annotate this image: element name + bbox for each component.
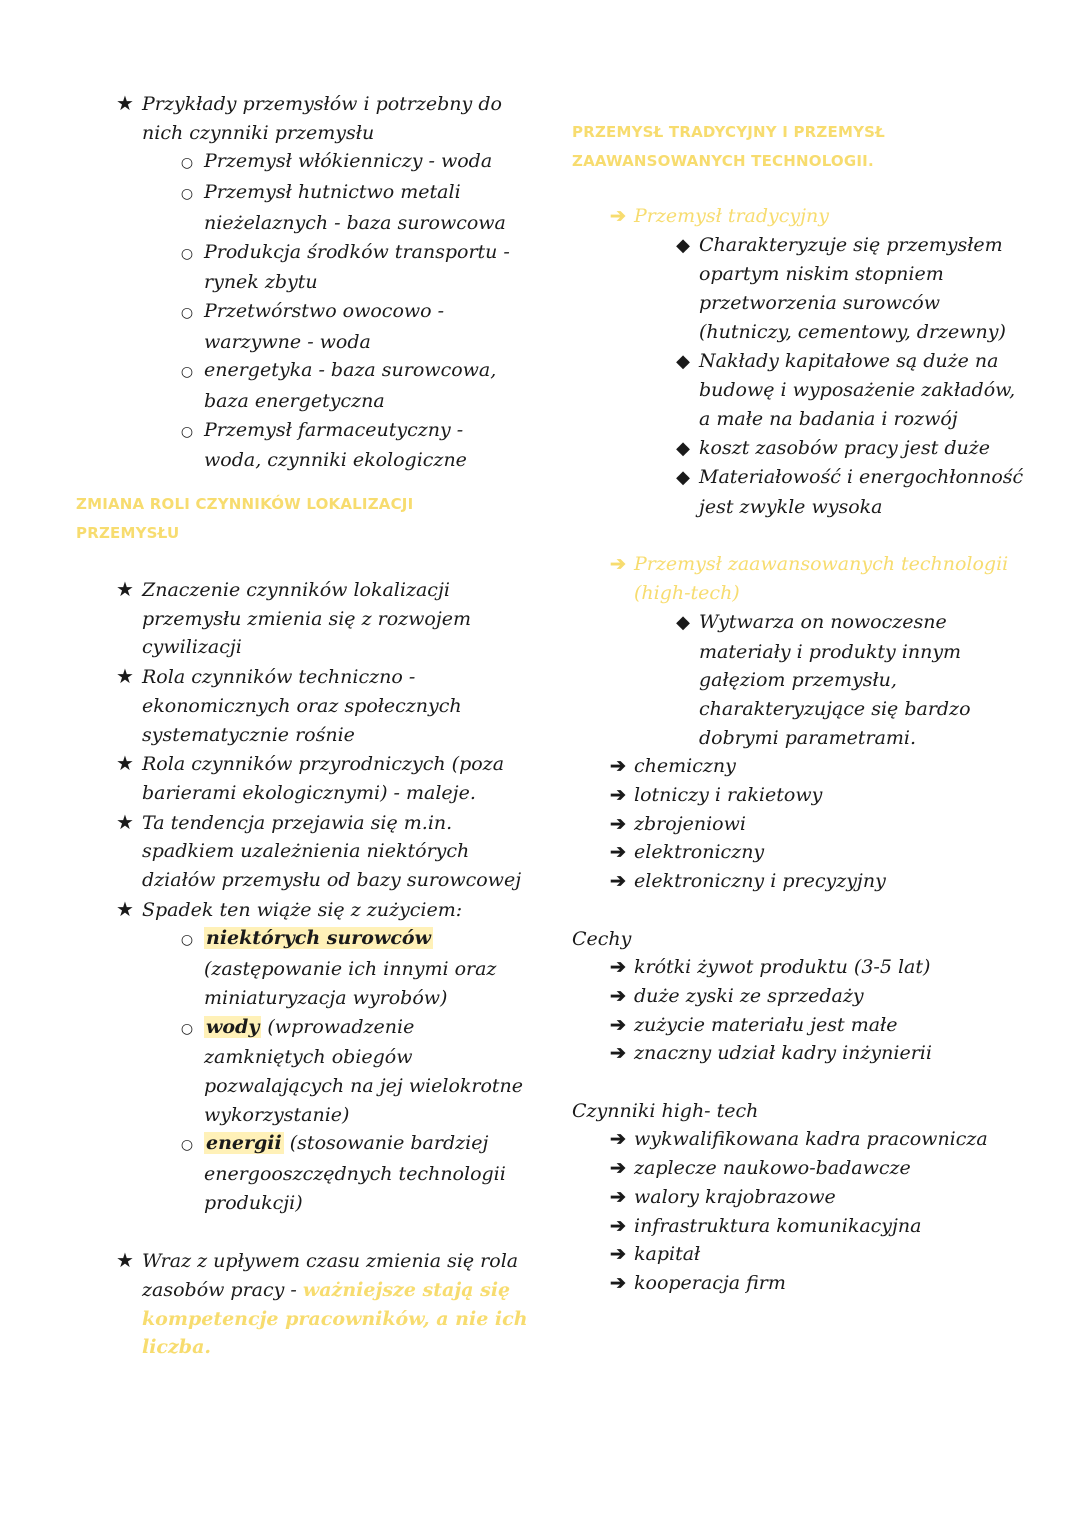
arrow-bullet-icon: ➔ (610, 1271, 626, 1294)
point: ★ Rola czynników techniczno - (108, 662, 528, 692)
arrow-bullet-icon: ➔ (610, 1214, 626, 1237)
subsection-label: ➔ Przemysł zaawansowanych technologii (572, 550, 1032, 579)
star-bullet-icon: ★ (116, 809, 134, 834)
intro-item-cont: rynek zbytu (204, 271, 318, 294)
star-bullet-icon: ★ (116, 577, 134, 601)
arrow-bullet-icon: ➔ (610, 784, 626, 807)
intro-item: ○ Produkcja środków transportu - (108, 238, 528, 269)
diamond-bullet-icon: ◆ (676, 234, 690, 256)
star-bullet-icon: ★ (116, 91, 134, 115)
star-bullet-icon: ★ (116, 896, 134, 921)
arrow-bullet-icon: ➔ (610, 956, 626, 979)
point-cont: kompetencje pracowników, a nie ich (142, 1307, 528, 1330)
star-bullet-icon: ★ (116, 751, 134, 776)
ht-list-item: ➔ elektroniczny (572, 838, 1032, 867)
trad-item: ◆ Materiałowość i energochłonność (572, 463, 1032, 493)
ht-item: ◆ Wytwarza on nowoczesne (572, 608, 1032, 638)
circle-bullet-icon: ○ (180, 423, 194, 440)
ht-item-cont: charakteryzujące się bardzo (699, 697, 971, 720)
intro-item-cont: woda, czynniki ekologiczne (204, 449, 467, 472)
czynniki-label: Czynniki high- tech (572, 1099, 759, 1122)
ht-item-cont: dobrymi parametrami. (699, 726, 917, 749)
intro-point: ★ Przykłady przemysłów i potrzebny do (108, 89, 528, 119)
point: ★ Spadek ten wiąże się z zużyciem: (108, 895, 528, 925)
highlight-text: niektórych surowców (206, 927, 431, 950)
sub-item-cont: pozwalających na jej wielokrotne (204, 1074, 524, 1097)
intro-item: ○ Przemysł hutnictwo metali (108, 178, 528, 209)
heading-line: ZAAWANSOWANYCH TECHNOLOGII. (572, 151, 874, 170)
sub-item-cont: wykorzystanie) (204, 1103, 350, 1126)
czynniki-item: ➔ zaplecze naukowo-badawcze (572, 1154, 1032, 1183)
highlight-text: wody (206, 1015, 260, 1038)
point-cont: działów przemysłu od bazy surowcowej (142, 869, 522, 892)
trad-item: ◆ Charakteryzuje się przemysłem (572, 231, 1032, 261)
heading-line: PRZEMYSŁ TRADYCYJNY I PRZEMYSŁ (572, 123, 885, 141)
arrow-bullet-icon: ➔ (610, 984, 626, 1007)
diamond-bullet-icon: ◆ (676, 611, 690, 633)
intro-point-cont: nich czynniki przemysłu (142, 121, 375, 144)
highlight-text: ważniejsze stają się (302, 1278, 511, 1301)
czynniki-item: ➔ wykwalifikowana kadra pracownicza (572, 1125, 1032, 1154)
arrow-bullet-icon: ➔ (610, 1243, 626, 1266)
circle-bullet-icon: ○ (180, 304, 194, 321)
ht-item-cont: materiały i produkty innym (699, 640, 962, 663)
circle-bullet-icon: ○ (180, 932, 194, 949)
sub-item: ○ energii (stosowanie bardziej (108, 1129, 528, 1160)
spacer (572, 1068, 1032, 1097)
diamond-bullet-icon: ◆ (676, 467, 690, 489)
ht-list-item: ➔ lotniczy i rakietowy (572, 781, 1032, 810)
arrow-bullet-icon: ➔ (610, 755, 626, 778)
arrow-bullet-icon: ➔ (610, 1185, 626, 1208)
sub-item-cont: energooszczędnych technologii (204, 1163, 506, 1186)
arrow-bullet-icon: ➔ (610, 841, 626, 864)
arrow-bullet-icon: ➔ (610, 1128, 626, 1151)
highlight-text: energii (206, 1132, 282, 1155)
arrow-bullet-icon: ➔ (610, 812, 626, 835)
intro-item: ○ energetyka - baza surowcowa, (108, 356, 528, 387)
subsection-label-cont: (high-tech) (634, 582, 740, 605)
left-column (108, 89, 528, 475)
point: ★ Ta tendencja przejawia się m.in. (108, 808, 528, 838)
ht-list-item: ➔ chemiczny (572, 752, 1032, 781)
diamond-bullet-icon: ◆ (676, 437, 690, 459)
circle-bullet-icon: ○ (180, 155, 194, 172)
point-cont: cywilizacji (142, 636, 242, 659)
arrow-bullet-icon: ➔ (610, 1157, 626, 1180)
trad-item-cont: a małe na badania i rozwój (699, 407, 958, 430)
point-cont: ekonomicznych oraz społecznych (142, 694, 462, 717)
czynniki-item: ➔ kooperacja firm (572, 1269, 1032, 1298)
trad-item: ◆ Nakłady kapitałowe są duże na (572, 347, 1032, 377)
point-cont: barierami ekologicznymi) - maleje. (142, 781, 476, 804)
arrow-bullet-icon: ➔ (610, 205, 626, 227)
ht-list-item: ➔ zbrojeniowi (572, 810, 1032, 839)
point-cont: systematycznie rośnie (142, 723, 355, 746)
spacer (108, 1217, 528, 1246)
czynniki-item: ➔ infrastruktura komunikacyjna (572, 1212, 1032, 1241)
circle-bullet-icon: ○ (180, 1137, 194, 1154)
right-column (572, 118, 1032, 175)
trad-item: ◆ koszt zasobów pracy jest duże (572, 434, 1032, 464)
right-content (572, 202, 1032, 1298)
trad-item-cont: (hutniczy, cementowy, drzewny) (699, 320, 1006, 343)
intro-item-cont: nieżelaznych - baza surowcowa (204, 211, 506, 234)
heading-line: ZMIANA ROLI CZYNNIKÓW LOKALIZACJI (76, 495, 414, 513)
point-cont: liczba. (142, 1336, 212, 1359)
trad-item-cont: opartym niskim stopniem (699, 263, 944, 286)
section-heading-left (76, 490, 516, 547)
cechy-item: ➔ duże zyski ze sprzedaży (572, 982, 1032, 1011)
spacer (572, 522, 1032, 551)
spacer (572, 896, 1032, 925)
point: ★ Rola czynników przyrodniczych (poza (108, 749, 528, 779)
cechy-item: ➔ znaczny udział kadry inżynierii (572, 1039, 1032, 1068)
sub-item-cont: (zastępowanie ich innymi oraz (204, 958, 497, 981)
arrow-bullet-icon: ➔ (610, 1042, 626, 1065)
intro-item: ○ Przemysł farmaceutyczny - (108, 416, 528, 447)
circle-bullet-icon: ○ (180, 245, 194, 262)
sub-item (108, 924, 528, 955)
star-bullet-icon: ★ (116, 1248, 134, 1273)
sub-item: ○ wody (wprowadzenie (108, 1013, 528, 1044)
trad-item-cont: przetworzenia surowców (699, 292, 940, 315)
arrow-bullet-icon: ➔ (610, 1013, 626, 1036)
intro-item-cont: baza energetyczna (204, 390, 385, 413)
ht-item-cont: gałęziom przemysłu, (699, 669, 897, 692)
czynniki-item: ➔ walory krajobrazowe (572, 1183, 1032, 1212)
point: ★ Znaczenie czynników lokalizacji (108, 575, 528, 605)
point-cont: spadkiem uzależnienia niektórych (142, 840, 470, 863)
arrow-bullet-icon: ➔ (610, 553, 626, 576)
intro-item: ○ Przetwórstwo owocowo - (108, 297, 528, 328)
subsection-label: ➔ Przemysł tradycyjny (572, 202, 1032, 231)
ht-list-item: ➔ elektroniczny i precyzyjny (572, 867, 1032, 896)
trad-item-cont: budowę i wyposażenie zakładów, (699, 379, 1016, 402)
sub-item-cont: zamkniętych obiegów (204, 1046, 413, 1069)
cechy-item: ➔ zużycie materiału jest małe (572, 1011, 1032, 1040)
trad-item-cont: jest zwykle wysoka (699, 496, 883, 519)
circle-bullet-icon: ○ (180, 364, 194, 381)
point-cont: przemysłu zmienia się z rozwojem (142, 607, 472, 630)
point-cont: zasobów pracy - ważniejsze stają się (142, 1278, 511, 1301)
czynniki-item: ➔ kapitał (572, 1240, 1032, 1269)
point: ★ Wraz z upływem czasu zmienia się rola (108, 1246, 528, 1276)
heading-line: PRZEMYSŁU (76, 523, 180, 542)
circle-bullet-icon: ○ (180, 1020, 194, 1037)
diamond-bullet-icon: ◆ (676, 350, 690, 372)
intro-item: ○ Przemysł włókienniczy - woda (108, 147, 528, 178)
cechy-item: ➔ krótki żywot produktu (3-5 lat) (572, 953, 1032, 982)
sub-item-cont: miniaturyzacja wyrobów) (204, 986, 448, 1009)
star-bullet-icon: ★ (116, 664, 134, 689)
left-points (108, 575, 528, 1362)
circle-bullet-icon: ○ (180, 186, 194, 203)
arrow-bullet-icon: ➔ (610, 870, 626, 893)
intro-item-cont: warzywne - woda (204, 330, 371, 353)
cechy-label: Cechy (572, 927, 632, 950)
sub-item-cont: produkcji) (204, 1191, 303, 1214)
